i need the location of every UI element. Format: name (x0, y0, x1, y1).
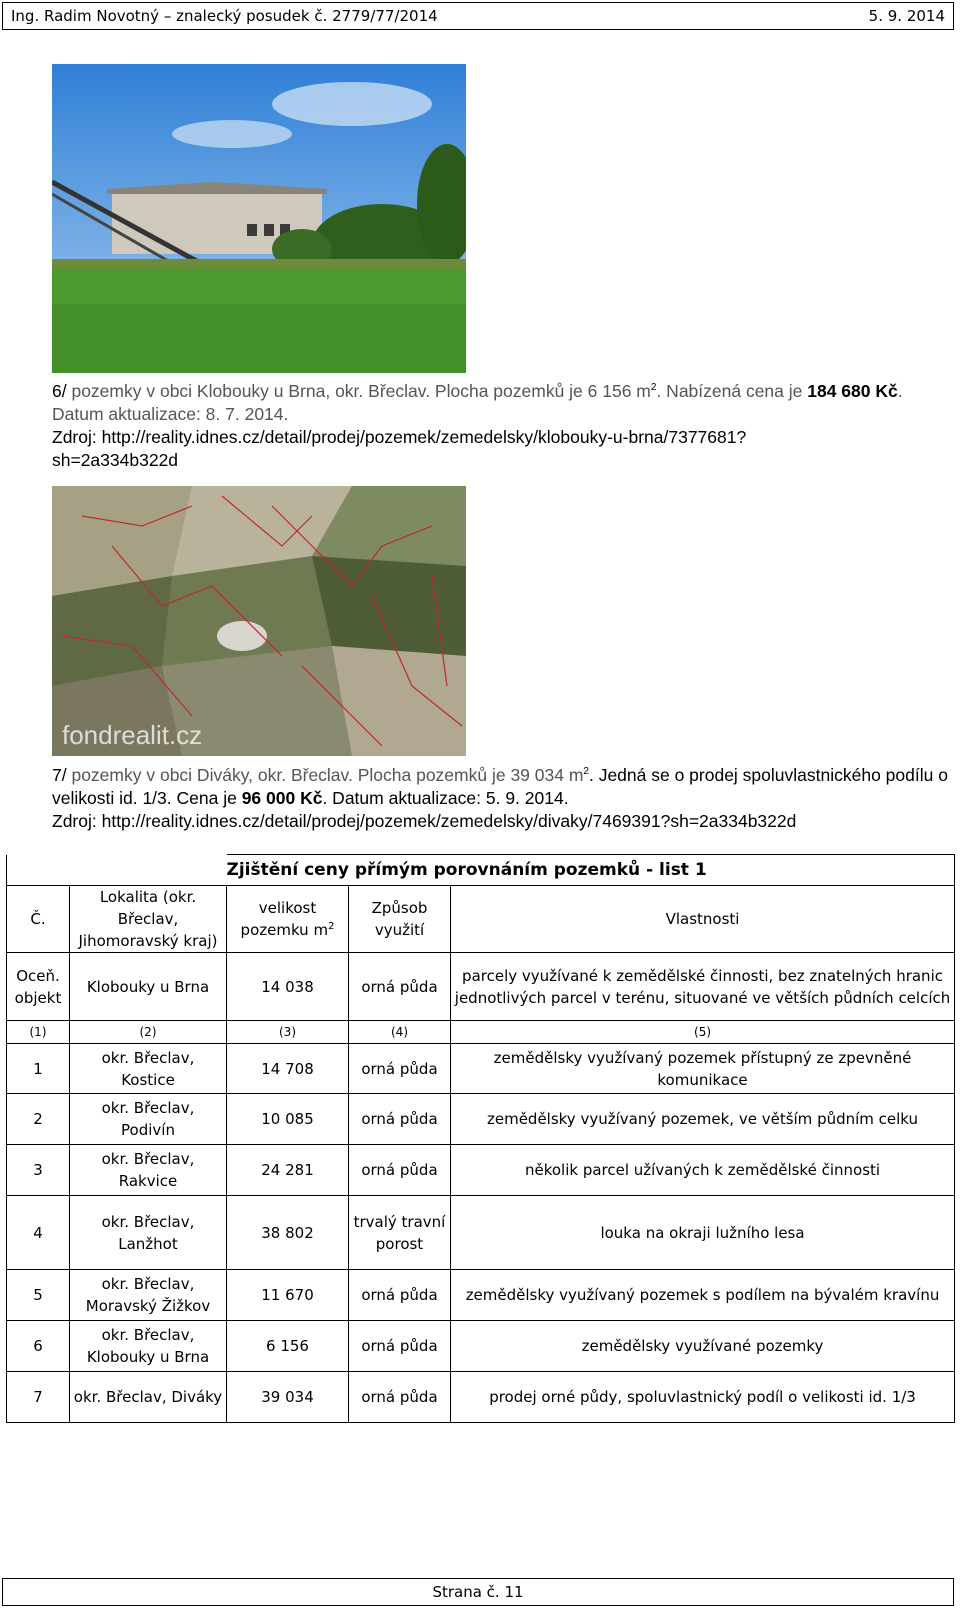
listing-6-source: Zdroj: http://reality.idnes.cz/detail/prodej/pozemek/zemedelsky/klobouky-u-brna/7377681? (52, 427, 747, 447)
table-row: 1 okr. Břeclav, Kostice 14 708 orná půda zemědělsky využívaný pozemek přístupný ze zpevněné komunikace (7, 1044, 955, 1094)
header-use: Způsob využití (349, 886, 451, 953)
table-title: Zjištění ceny přímým porovnáním pozemků - list 1 (227, 855, 955, 886)
header-title: Ing. Radim Novotný – znalecký posudek č. 2779/77/2014 (11, 7, 438, 25)
table-row: 4 okr. Břeclav, Lanžhot 38 802 trvalý travní porost louka na okraji lužního lesa (7, 1196, 955, 1270)
listing-7-text: 7/ pozemky v obci Diváky, okr. Břeclav. Plocha pozemků je 39 034 $m^2$. Jedná se o prodej spoluvlastnického podílu o velikosti id. 1/3. Cena je 96 000 Kč. Datum aktualizace: 5. 9. 2014. Zdroj: http://reality.idnes.cz/detail/prodej/pozemek/zemedelsky/divaky/7469391?sh=2a334b322d (52, 764, 952, 833)
header-properties: Vlastnosti (451, 886, 955, 953)
aerial-watermark: fondrealit.cz (62, 720, 203, 750)
table-row: 6 okr. Břeclav, Klobouky u Brna 6 156 orná půda zemědělsky využívané pozemky (7, 1321, 955, 1372)
column-number-row: (1) (2) (3) (4) (5) (7, 1021, 955, 1044)
farm-building-photo (52, 64, 466, 373)
header-locality: Lokalita (okr. Břeclav, Jihomoravský kraj) (70, 886, 227, 953)
table-row: 3 okr. Břeclav, Rakvice 24 281 orná půda několik parcel užívaných k zemědělské činnosti (7, 1145, 955, 1196)
listing-7-source: Zdroj: http://reality.idnes.cz/detail/prodej/pozemek/zemedelsky/divaky/7469391?sh=2a334b322d (52, 811, 797, 831)
listing-6-source-cont: sh=2a334b322d (52, 450, 179, 470)
header-date: 5. 9. 2014 (868, 7, 945, 25)
comparison-table (6, 854, 955, 1423)
page-header (2, 2, 954, 30)
page-number: Strana č. 11 (432, 1583, 524, 1601)
header-number: Č. (7, 886, 70, 953)
table-row: 7 okr. Břeclav, Diváky 39 034 orná půda prodej orné půdy, spoluvlastnický podíl o velikosti id. 1/3 (7, 1372, 955, 1423)
table-row: 5 okr. Břeclav, Moravský Žižkov 11 670 orná půda zemědělsky využívaný pozemek s podílem na bývalém kravínu (7, 1270, 955, 1321)
aerial-map-image (52, 486, 466, 756)
page-footer (2, 1578, 954, 1606)
listing-6-text: 6/ pozemky v obci Klobouky u Brna, okr. Břeclav. Plocha pozemků je 6 156 $m^2$. Nabízená cena je 184 680 Kč. Datum aktualizace: 8. 7. 2014. Zdroj: http://reality.idnes.cz/detail/prodej/pozemek/zemedelsky/klobouky-u-brna/7377681? sh=2a334b322d (52, 380, 952, 472)
table-row: 2 okr. Břeclav, Podivín 10 085 orná půda zemědělsky využívaný pozemek, ve větším půdním celku (7, 1094, 955, 1145)
header-size: velikost pozemku $m^2$ (227, 886, 349, 953)
subject-row: Oceň. objekt Klobouky u Brna 14 038 orná půda parcely využívané k zemědělské činnosti, bez znatelných hranic jednotlivých parcel v terénu, situované ve větších půdních celcích (7, 953, 955, 1021)
